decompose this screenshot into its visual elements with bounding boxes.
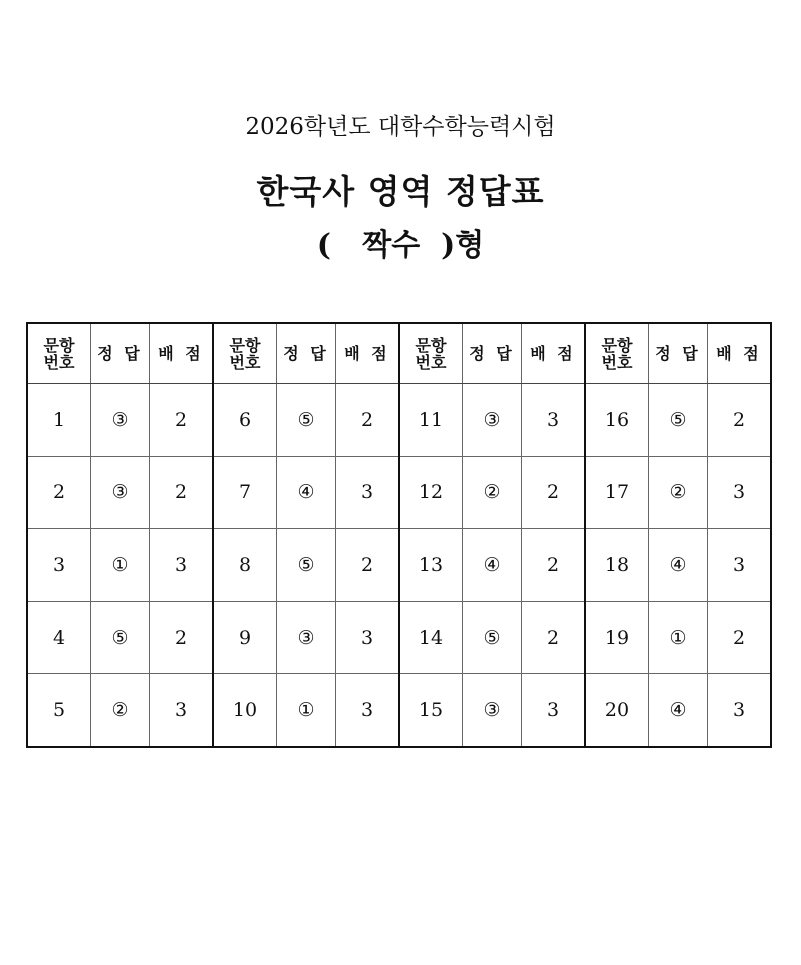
answer-cell: ⑤	[277, 384, 336, 457]
table-row	[27, 601, 771, 674]
header-row	[27, 323, 771, 384]
question-number: 4	[27, 601, 91, 674]
points-cell: 2	[150, 456, 214, 529]
header-points: 배 점	[522, 323, 586, 384]
points-cell: 2	[522, 456, 586, 529]
form-close: )형	[441, 228, 485, 263]
answer-cell: ⑤	[463, 601, 522, 674]
points-cell: 3	[336, 601, 400, 674]
answer-cell: ③	[91, 384, 150, 457]
question-number: 12	[399, 456, 463, 529]
table-row	[27, 674, 771, 747]
question-number: 5	[27, 674, 91, 747]
question-number: 10	[213, 674, 277, 747]
points-cell: 2	[150, 384, 214, 457]
header-answer: 정 답	[649, 323, 708, 384]
question-number: 14	[399, 601, 463, 674]
answer-cell: ③	[277, 601, 336, 674]
question-number: 9	[213, 601, 277, 674]
question-number: 11	[399, 384, 463, 457]
answer-cell: ①	[649, 601, 708, 674]
answer-table	[26, 322, 772, 748]
points-cell: 3	[708, 529, 772, 602]
points-cell: 3	[708, 674, 772, 747]
table-row	[27, 456, 771, 529]
question-number: 19	[585, 601, 649, 674]
exam-title: 2026학년도 대학수학능력시험	[245, 114, 556, 140]
answer-cell: ④	[649, 674, 708, 747]
question-number: 18	[585, 529, 649, 602]
answer-cell: ③	[463, 674, 522, 747]
header-label: 문항 번호	[229, 335, 261, 372]
points-cell: 2	[708, 601, 772, 674]
answer-cell: ④	[277, 456, 336, 529]
header-points: 배 점	[336, 323, 400, 384]
answer-cell: ②	[91, 674, 150, 747]
table-row	[27, 384, 771, 457]
answer-cell: ⑤	[91, 601, 150, 674]
answer-cell: ④	[463, 529, 522, 602]
points-cell: 3	[336, 456, 400, 529]
header-answer: 정 답	[91, 323, 150, 384]
points-cell: 2	[336, 384, 400, 457]
question-number: 20	[585, 674, 649, 747]
header-points: 배 점	[708, 323, 772, 384]
points-cell: 2	[522, 601, 586, 674]
answer-cell: ⑤	[277, 529, 336, 602]
subject-title: 한국사 영역 정답표	[256, 172, 545, 211]
points-cell: 3	[522, 674, 586, 747]
answer-cell: ⑤	[649, 384, 708, 457]
header-question-number	[585, 323, 649, 384]
form-open-paren: (	[316, 228, 331, 263]
question-number: 1	[27, 384, 91, 457]
header-points: 배 점	[150, 323, 214, 384]
points-cell: 3	[150, 674, 214, 747]
points-cell: 2	[150, 601, 214, 674]
header-answer: 정 답	[277, 323, 336, 384]
question-number: 2	[27, 456, 91, 529]
header-answer: 정 답	[463, 323, 522, 384]
answer-cell: ③	[463, 384, 522, 457]
points-cell: 3	[708, 456, 772, 529]
header-label: 문항 번호	[415, 335, 447, 372]
question-number: 6	[213, 384, 277, 457]
header-label: 문항 번호	[601, 335, 633, 372]
question-number: 7	[213, 456, 277, 529]
answer-cell: ①	[91, 529, 150, 602]
answer-cell: ④	[649, 529, 708, 602]
question-number: 15	[399, 674, 463, 747]
header-label: 문항 번호	[43, 335, 75, 372]
question-number: 8	[213, 529, 277, 602]
table-row	[27, 529, 771, 602]
answer-cell: ①	[277, 674, 336, 747]
points-cell: 2	[336, 529, 400, 602]
points-cell: 3	[336, 674, 400, 747]
header-question-number	[27, 323, 91, 384]
points-cell: 2	[522, 529, 586, 602]
points-cell: 3	[150, 529, 214, 602]
header-question-number	[213, 323, 277, 384]
answer-cell: ②	[649, 456, 708, 529]
form-type-line	[0, 220, 801, 264]
question-number: 16	[585, 384, 649, 457]
answer-cell: ③	[91, 456, 150, 529]
points-cell: 3	[522, 384, 586, 457]
header-question-number	[399, 323, 463, 384]
answer-cell: ②	[463, 456, 522, 529]
form-type: 짝수	[362, 228, 421, 263]
points-cell: 2	[708, 384, 772, 457]
question-number: 13	[399, 529, 463, 602]
question-number: 17	[585, 456, 649, 529]
question-number: 3	[27, 529, 91, 602]
